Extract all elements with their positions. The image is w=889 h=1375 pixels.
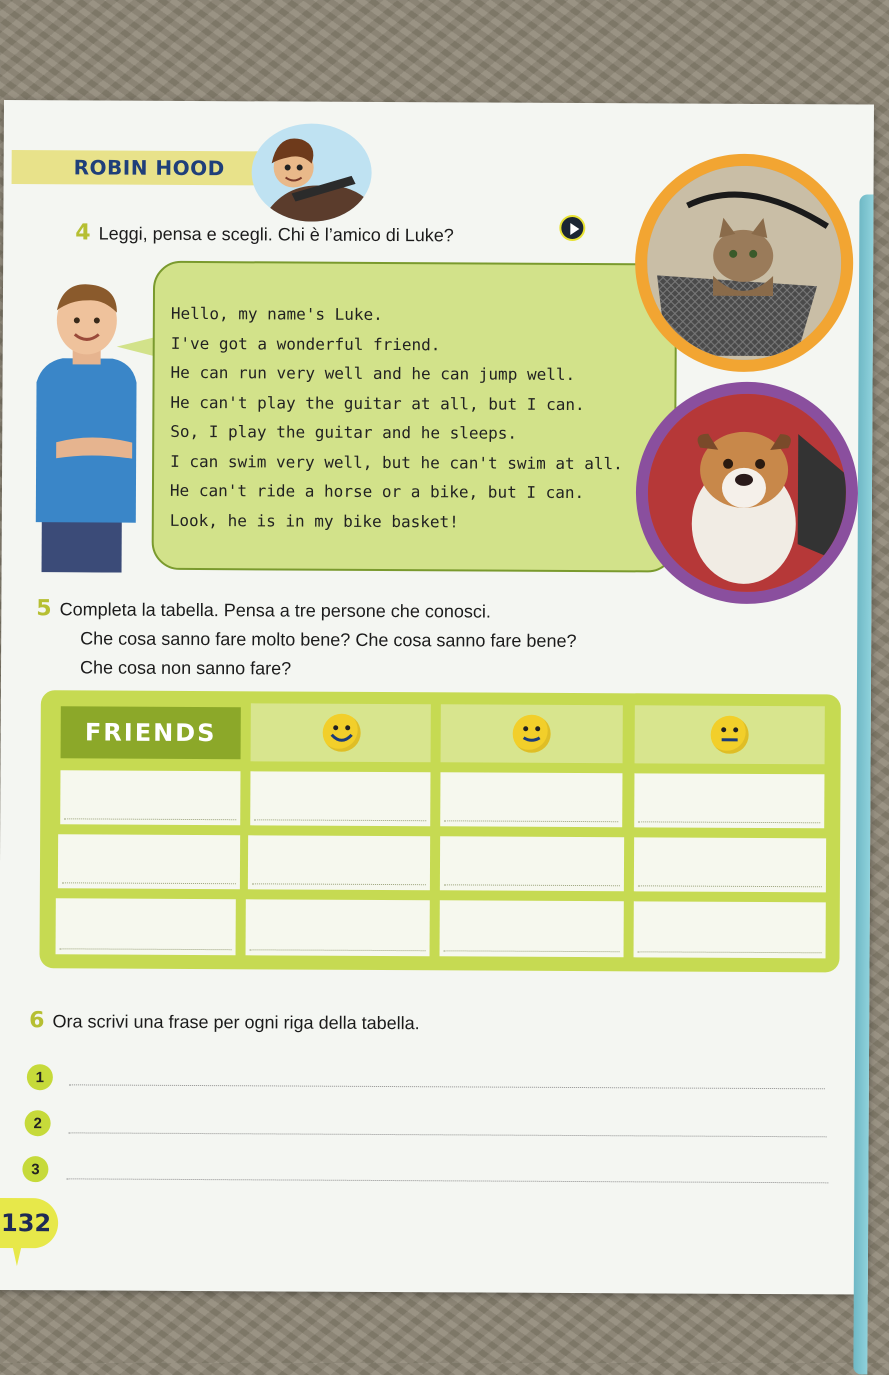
table-cell-input[interactable] [634,837,826,892]
table-cell-input[interactable] [440,836,624,891]
bulldog-in-bag-photo [635,381,858,604]
speech-line: So, I play the guitar and he sleeps. [170,421,518,443]
table-cell-input[interactable] [246,899,430,956]
table-cell-input[interactable] [58,834,240,889]
write-line-number: 1 [27,1064,53,1090]
very-happy-face-icon [323,714,361,752]
exercise-4-instruction: Leggi, pensa e scegli. Chi è l’amico di Luke? [98,223,454,246]
speech-line: Hello, my name's Luke. [170,303,383,324]
table-cell-input[interactable] [248,835,430,890]
speech-line: He can't ride a horse or a bike, but I can. [169,480,585,503]
page-number: 132 [0,1198,58,1248]
exercise-5-number: 5 [36,596,52,622]
table-header-friends: FRIENDS [61,706,241,759]
cat-in-basket-photo [635,153,854,372]
table-cell-input[interactable] [60,770,240,825]
table-cell-input[interactable] [634,773,824,828]
speech-line: He can run very well and he can jump well. [170,362,576,384]
audio-play-icon[interactable] [559,215,585,241]
table-cell-input[interactable] [250,771,430,826]
smiling-face-icon [513,715,551,753]
speech-text [170,299,624,537]
table-header-very-well [251,703,431,762]
speech-line: He can't play the guitar at all, but I can. [170,392,585,414]
neutral-face-icon [711,716,749,754]
write-line-number: 2 [25,1110,51,1136]
exercise-5-line-2: Che cosa sanno fare molto bene? Che cosa sanno fare bene? [80,628,577,652]
table-cell-input[interactable] [440,900,624,957]
table-cell-input[interactable] [56,898,236,955]
exercise-4-heading [75,220,454,247]
banner-title: ROBIN HOOD [73,155,225,181]
exercise-6-number: 6 [29,1008,45,1034]
exercise-5-heading [36,594,577,685]
textbook-page [0,100,874,1295]
exercise-5-line-1: Completa la tabella. Pensa a tre persone che conosci. [59,599,491,622]
write-line-number: 3 [22,1156,48,1182]
table-header-not-at-all [635,705,825,764]
exercise-4-number: 4 [75,220,91,246]
table-header-well [441,704,623,763]
boy-luke-photo [32,282,144,573]
write-line-3[interactable] [66,1178,828,1183]
exercise-6-heading [29,1008,420,1035]
table-cell-input[interactable] [440,772,622,827]
speech-line: I've got a wonderful friend. [170,333,441,354]
robin-hood-illustration [251,123,372,222]
table-cell-input[interactable] [634,901,826,958]
speech-line: I can swim very well, but he can't swim at all. [170,451,623,473]
write-line-1[interactable] [69,1084,825,1089]
exercise-5-line-3: Che cosa non sanno fare? [79,657,292,679]
speech-line: Look, he is in my bike basket! [169,510,459,531]
exercise-6-instruction: Ora scrivi una frase per ogni riga della tabella. [52,1011,420,1034]
friends-table [39,690,840,972]
write-line-2[interactable] [69,1132,827,1137]
page-edge-decoration [853,194,873,1374]
speech-bubble [152,261,678,573]
